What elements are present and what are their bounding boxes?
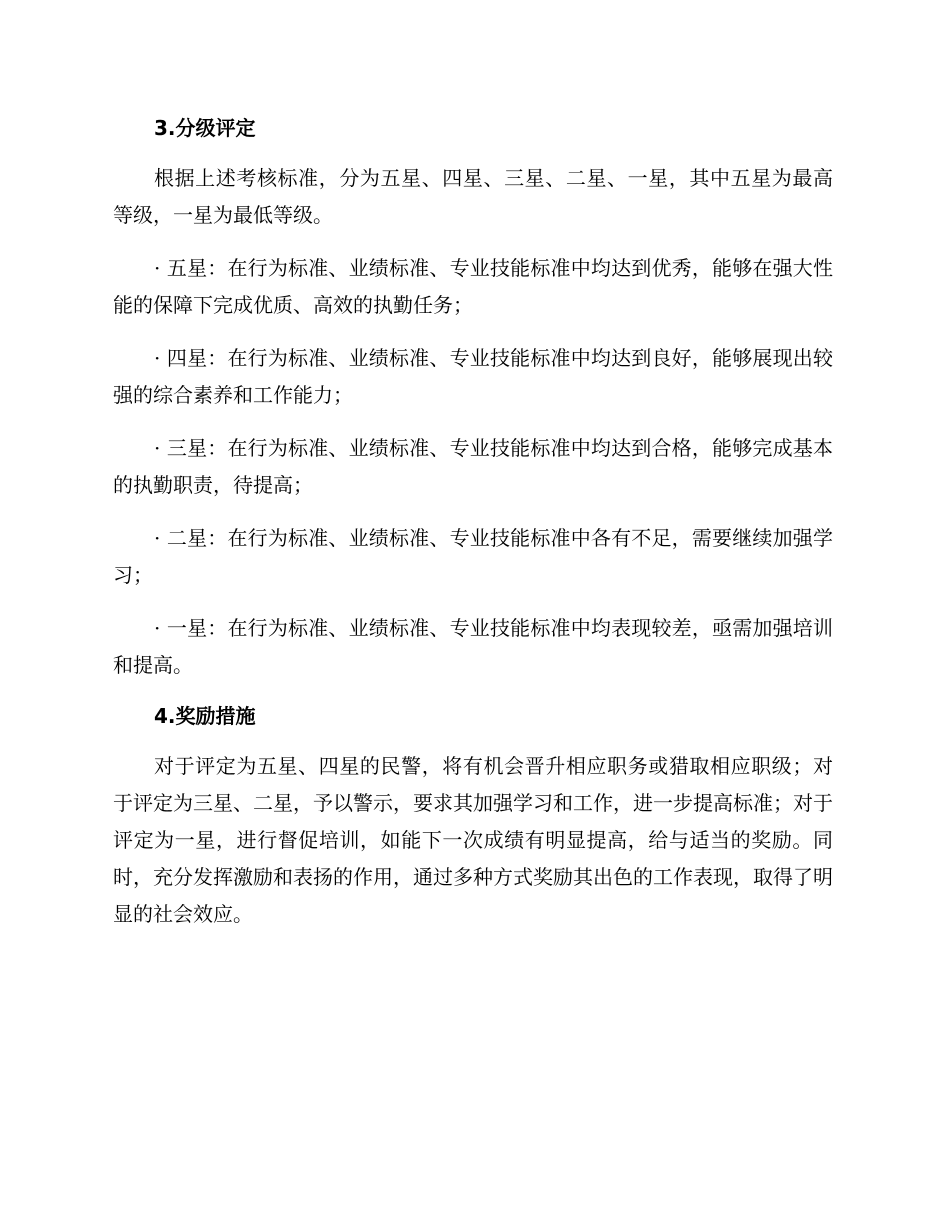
section-heading-rewards: 4.奖励措施 [154,704,256,728]
grade-item-three-star: · 三星：在行为标准、业绩标准、专业技能标准中均达到合格，能够完成基本的执勤职责，待提高； [113,436,833,497]
rewards-paragraph: 对于评定为五星、四星的民警，将有机会晋升相应职务或猎取相应职级；对于评定为三星、二星，予以警示，要求其加强学习和工作，进一步提高标准；对于评定为一星，进行督促培训，如能下一次成绩有明显提高，给与适当的奖励。同时，充分发挥激励和表扬的作用，通过多种方式奖励其出色的工作表现，取得了明显的社会效应。 [113,754,833,926]
grade-item-five-star: · 五星：在行为标准、业绩标准、专业技能标准中均达到优秀，能够在强大性能的保障下完成优质、高效的执勤任务； [113,256,833,317]
grade-item-four-star: · 四星：在行为标准、业绩标准、专业技能标准中均达到良好，能够展现出较强的综合素养和工作能力； [113,346,833,407]
grade-item-one-star: · 一星：在行为标准、业绩标准、专业技能标准中均表现较差，亟需加强培训和提高。 [113,616,833,677]
grade-item-two-star: · 二星：在行为标准、业绩标准、专业技能标准中各有不足，需要继续加强学习； [113,526,833,587]
document-content [113,110,833,949]
section-heading-grading: 3.分级评定 [154,116,256,140]
grading-intro-paragraph: 根据上述考核标准，分为五星、四星、三星、二星、一星，其中五星为最高等级，一星为最低等级。 [113,166,833,227]
